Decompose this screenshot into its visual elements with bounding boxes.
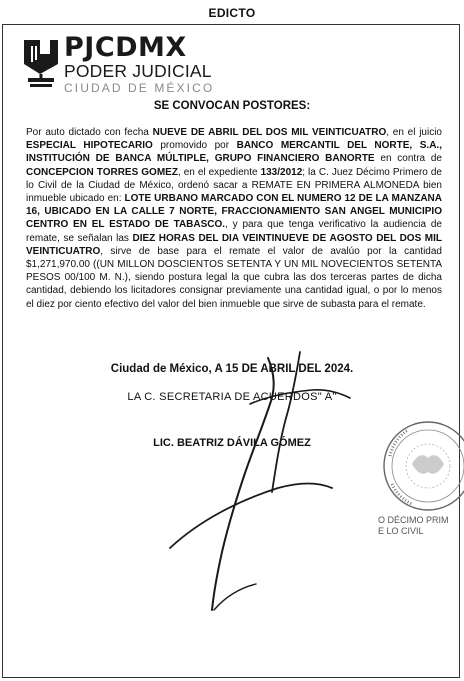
- logo-name: PODER JUDICIAL: [64, 61, 212, 81]
- body-text-1: Por auto dictado con fecha: [26, 127, 153, 138]
- pjcdmx-logo: [20, 34, 220, 96]
- body-text-4: en contra de: [374, 153, 442, 165]
- seal-line-2: E LO CIVIL: [378, 526, 424, 536]
- body-bold-6: LOTE URBANO MARCADO CON EL NUMERO 12 DE LA MANZANA 16, UBICADO EN LA CALLE 7 NORTE, FRACCIONAMIENTO SAN ANGEL MUNICIPIO CENTRO EN EL ESTADO DE TABASCO.: [26, 193, 442, 231]
- logo-acronym: PJCDMX: [64, 32, 187, 63]
- body-text-3: promovido por: [152, 140, 237, 152]
- logo-city: CIUDAD DE MÉXICO: [64, 81, 215, 95]
- seal-text: [378, 515, 449, 537]
- body-bold-5: 133/2012: [260, 166, 303, 178]
- document-frame: [2, 24, 460, 678]
- body-text-8: , sirve de base para el remate el valor de avalúo por la cantidad $1,271,970.00 ((UN MILLON DOSCIENTOS SETENTA Y UN MIL NOVECIENTOS SETENTA PESOS 00/100 M. N.), siendo postura legal la que cubra las dos terceras partes de dicha cantidad, debiendo los licitadores consignar previamente una cantidad igual, o por lo menos el diez por ciento efectivo del valor del bien inmueble que sirve de subasta para el remate.: [26, 245, 442, 310]
- body-bold-3: BANCO MERCANTIL DEL NORTE, S.A., INSTITUCIÓN DE BANCA MÚLTIPLE, GRUPO FINANCIERO BANORTE: [26, 140, 442, 165]
- document-title: EDICTO: [208, 6, 256, 20]
- secretary-title: LA C. SECRETARIA DE ACUERDOS" A": [127, 391, 337, 403]
- body-text-7: , y para que tenga verificativo la audiencia de remate, se señalan las: [26, 219, 442, 244]
- edict-body: [26, 126, 442, 311]
- body-bold-4: CONCEPCION TORRES GOMEZ: [26, 166, 178, 178]
- body-text-6: ; la C. Juez Décimo Primero de lo Civil de la Ciudad de México, ordenó sacar a REMATE EN PRIMERA ALMONEDA bien inmueble ubicado en:: [26, 166, 442, 205]
- body-bold-2: ESPECIAL HIPOTECARIO: [26, 140, 153, 152]
- section-heading: SE CONVOCAN POSTORES:: [153, 100, 311, 112]
- judiciary-emblem-icon: [20, 34, 62, 96]
- body-text-2: , en el juicio: [386, 127, 442, 138]
- body-bold-1: NUEVE DE ABRIL DEL DOS MIL VEINTICUATRO: [152, 127, 387, 138]
- body-bold-7: DIEZ HORAS DEL DIA VEINTINUEVE DE AGOSTO DEL DOS MIL VEINTICUATRO: [26, 232, 442, 257]
- date-line: Ciudad de México, A 15 DE ABRIL DEL 2024.: [110, 363, 354, 375]
- signer-name: LIC. BEATRIZ DÁVILA GÓMEZ: [153, 437, 311, 449]
- seal-line-1: O DÉCIMO PRIM: [378, 515, 449, 525]
- body-text-5: , en el expediente: [177, 166, 261, 178]
